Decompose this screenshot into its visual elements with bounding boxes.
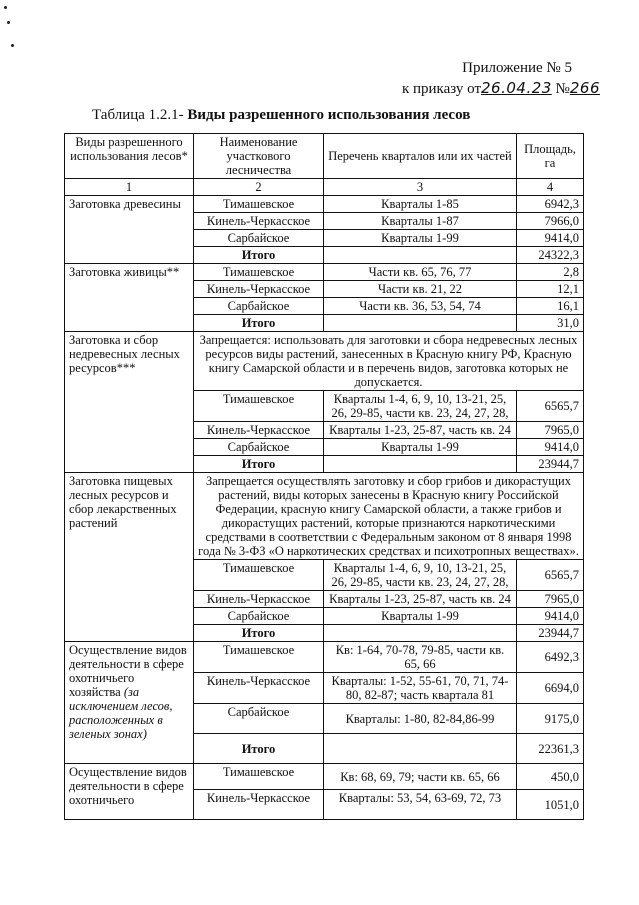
area-cell: 7966,0	[517, 213, 584, 230]
use-type-cell: Заготовка и сбор недревесных лесных ресурсов***	[65, 332, 194, 473]
column-number: 2	[194, 179, 324, 196]
area-cell: 12,1	[517, 281, 584, 298]
order-number: 266	[569, 79, 600, 97]
quarters-cell: Кварталы 1-4, 6, 9, 10, 13-21, 25, 26, 29-85, части кв. 23, 24, 27, 28,	[324, 560, 517, 591]
quarters-cell: Кварталы 1-23, 25-87, часть кв. 24	[324, 422, 517, 439]
empty-cell	[324, 315, 517, 332]
column-number-row	[65, 179, 584, 196]
empty-cell	[324, 625, 517, 642]
forestry-cell: Тимашевское	[194, 642, 324, 673]
empty-cell	[324, 734, 517, 764]
header-forestry: Наименование участкового лесничества	[194, 134, 324, 179]
scan-mark	[7, 21, 10, 24]
area-cell: 9414,0	[517, 608, 584, 625]
table-row	[65, 264, 584, 281]
order-date: 26.04.23	[481, 79, 552, 97]
forestry-cell: Сарбайское	[194, 439, 324, 456]
empty-cell	[324, 456, 517, 473]
caption-title: Виды разрешенного использования лесов	[187, 107, 471, 123]
forestry-cell: Тимашевское	[194, 764, 324, 790]
quarters-cell: Кварталы 1-99	[324, 439, 517, 456]
total-label: Итого	[194, 625, 324, 642]
use-type-cell: Заготовка древесины	[65, 196, 194, 264]
restriction-note: Запрещается: использовать для заготовки и сбора недревесных лесных ресурсов виды растений, занесенных в Красную книгу РФ, Красную книгу Самарской области и в перечень видов, заготовка которых не допускается.	[194, 332, 584, 391]
order-reference	[402, 81, 600, 97]
area-cell: 6565,7	[517, 560, 584, 591]
forestry-cell: Тимашевское	[194, 264, 324, 281]
area-cell: 7965,0	[517, 591, 584, 608]
forestry-cell: Кинель-Черкасское	[194, 591, 324, 608]
forestry-cell: Кинель-Черкасское	[194, 281, 324, 298]
forestry-cell: Сарбайское	[194, 608, 324, 625]
use-type-name: Осуществление видов деятельности в сфере охотничьего хозяйства	[69, 643, 187, 699]
total-area: 31,0	[517, 315, 584, 332]
quarters-cell: Кварталы 1-99	[324, 608, 517, 625]
table-row	[65, 764, 584, 790]
area-cell: 16,1	[517, 298, 584, 315]
area-cell: 7965,0	[517, 422, 584, 439]
forestry-cell: Кинель-Черкасское	[194, 673, 324, 704]
quarters-cell: Части кв. 65, 76, 77	[324, 264, 517, 281]
total-label: Итого	[194, 247, 324, 264]
area-cell: 6565,7	[517, 391, 584, 422]
quarters-cell: Кварталы: 53, 54, 63-69, 72, 73	[324, 790, 517, 820]
quarters-cell: Кварталы 1-99	[324, 230, 517, 247]
table-caption	[92, 107, 470, 124]
quarters-cell: Кварталы 1-4, 6, 9, 10, 13-21, 25, 26, 29-85, части кв. 23, 24, 27, 28,	[324, 391, 517, 422]
order-prefix: к приказу от	[401, 81, 481, 97]
quarters-cell: Кв: 68, 69, 79; части кв. 65, 66	[324, 764, 517, 790]
header-quarters: Перечень кварталов или их частей	[324, 134, 517, 179]
forestry-cell: Сарбайское	[194, 704, 324, 734]
forestry-cell: Сарбайское	[194, 298, 324, 315]
total-area: 24322,3	[517, 247, 584, 264]
use-type-cell: Заготовка пищевых лесных ресурсов и сбор лекарственных растений	[65, 473, 194, 642]
appendix-header	[300, 58, 600, 99]
use-type-cell: Осуществление видов деятельности в сфере охотничьего	[65, 764, 194, 820]
use-type-exception: (за исключением лесов, расположенных в зеленых зонах)	[69, 685, 173, 741]
forestry-cell: Тимашевское	[194, 391, 324, 422]
area-cell: 450,0	[517, 764, 584, 790]
forestry-cell: Тимашевское	[194, 196, 324, 213]
caption-prefix: Таблица 1.2.1-	[92, 107, 184, 123]
quarters-cell: Части кв. 21, 22	[324, 281, 517, 298]
empty-cell	[324, 247, 517, 264]
column-number: 3	[324, 179, 517, 196]
total-area: 23944,7	[517, 456, 584, 473]
total-label: Итого	[194, 315, 324, 332]
area-cell: 9414,0	[517, 230, 584, 247]
total-area: 23944,7	[517, 625, 584, 642]
quarters-cell: Кварталы: 1-52, 55-61, 70, 71, 74-80, 82-87; часть квартала 81	[324, 673, 517, 704]
total-area: 22361,3	[517, 734, 584, 764]
forestry-cell: Кинель-Черкасское	[194, 790, 324, 820]
area-cell: 6694,0	[517, 673, 584, 704]
appendix-title: Приложение № 5	[462, 60, 572, 76]
quarters-cell: Кварталы: 1-80, 82-84,86-99	[324, 704, 517, 734]
area-cell: 9175,0	[517, 704, 584, 734]
table-row	[65, 196, 584, 213]
quarters-cell: Части кв. 36, 53, 54, 74	[324, 298, 517, 315]
table-header-row	[65, 134, 584, 179]
header-use-type: Виды разрешенного использования лесов*	[65, 134, 194, 179]
restriction-note: Запрещается осуществлять заготовку и сбор грибов и дикорастущих растений, виды которых занесены в Красную книгу Российской Федерации, красную книгу Самарской области, а также грибов и дикорастущих растений, которые признаются наркотическими средствами в соответствии с Федеральным законом от 8 января 1998 года № 3-ФЗ «О наркотических средствах и психотропных веществах».	[194, 473, 584, 560]
total-label: Итого	[194, 734, 324, 764]
quarters-cell: Кварталы 1-85	[324, 196, 517, 213]
forestry-cell: Тимашевское	[194, 560, 324, 591]
use-type-cell	[65, 642, 194, 764]
column-number: 1	[65, 179, 194, 196]
forestry-cell: Кинель-Черкасское	[194, 213, 324, 230]
forestry-cell: Кинель-Черкасское	[194, 422, 324, 439]
total-label: Итого	[194, 456, 324, 473]
area-cell: 6492,3	[517, 642, 584, 673]
quarters-cell: Кварталы 1-87	[324, 213, 517, 230]
area-cell: 1051,0	[517, 790, 584, 820]
forest-use-table	[64, 133, 584, 820]
order-number-label: №	[555, 81, 570, 97]
column-number: 4	[517, 179, 584, 196]
scan-mark	[11, 44, 14, 47]
area-cell: 2,8	[517, 264, 584, 281]
note-row	[65, 473, 584, 560]
quarters-cell: Кварталы 1-23, 25-87, часть кв. 24	[324, 591, 517, 608]
use-type-cell: Заготовка живицы**	[65, 264, 194, 332]
scan-mark	[4, 6, 7, 9]
note-row	[65, 332, 584, 391]
quarters-cell: Кв: 1-64, 70-78, 79-85, части кв. 65, 66	[324, 642, 517, 673]
table-row	[65, 642, 584, 673]
forestry-cell: Сарбайское	[194, 230, 324, 247]
area-cell: 9414,0	[517, 439, 584, 456]
header-area: Площадь, га	[517, 134, 584, 179]
area-cell: 6942,3	[517, 196, 584, 213]
